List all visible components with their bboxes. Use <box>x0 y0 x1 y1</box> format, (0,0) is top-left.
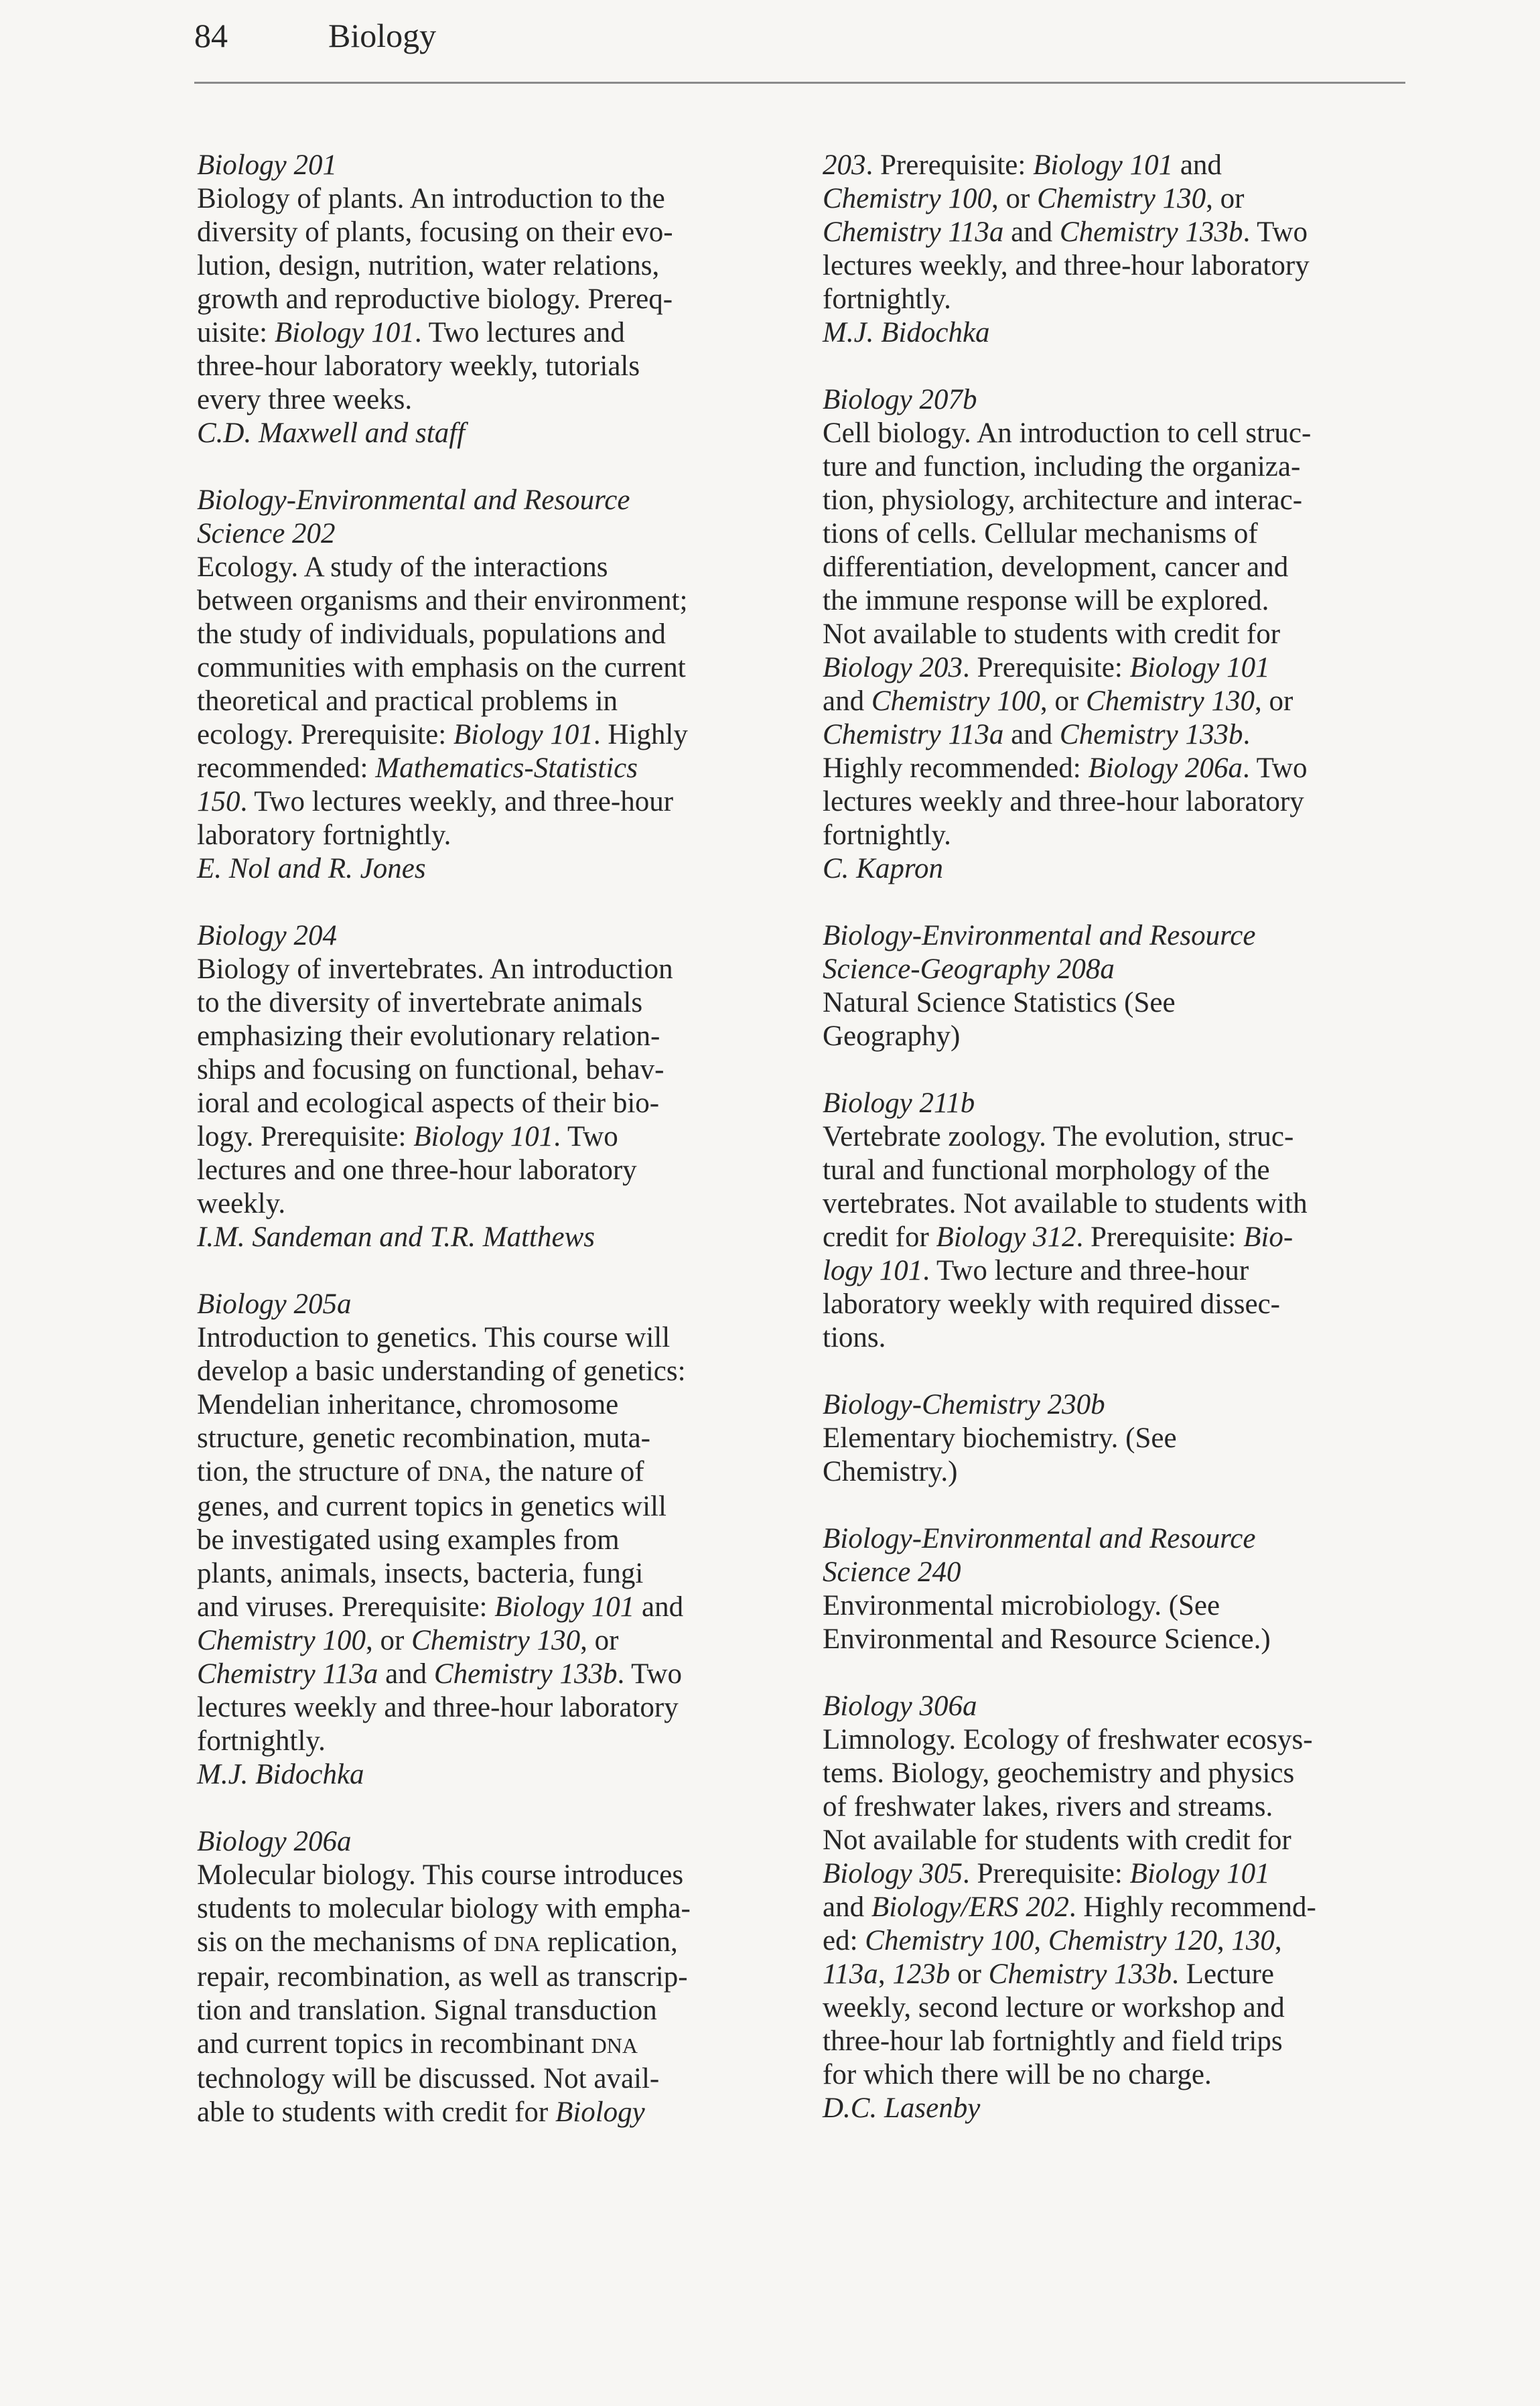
course-description-line: to the diversity of invertebrate animals <box>197 987 643 1018</box>
course-description-line: tems. Biology, geochemistry and physics <box>823 1757 1295 1789</box>
course-description-line: sis on the mechanisms of DNA replication, <box>197 1926 678 1958</box>
course-description-line: every three weeks. <box>197 384 413 415</box>
course-description-line: Biology of invertebrates. An introduction <box>197 953 673 985</box>
course-description-line: growth and reproductive biology. Prereq- <box>197 283 673 315</box>
course-description-line: vertebrates. Not available to students with <box>823 1188 1308 1219</box>
course-title: Science 202 <box>197 518 336 549</box>
course-title: Biology-Chemistry 230b <box>823 1389 1105 1420</box>
course-description-line: Biology of plants. An introduction to the <box>197 183 665 214</box>
course-entry <box>823 1522 1412 1656</box>
course-description-line: theoretical and practical problems in <box>197 685 618 717</box>
course-description-line: tion, physiology, architecture and interac- <box>823 484 1303 516</box>
course-entry <box>823 149 1412 350</box>
course-description-line: structure, genetic recombination, muta- <box>197 1422 650 1454</box>
course-description-line: lution, design, nutrition, water relations, <box>197 250 660 281</box>
course-entry <box>823 1388 1412 1489</box>
right-column <box>823 149 1412 2159</box>
course-description-line: three-hour laboratory weekly, tutorials <box>197 350 640 382</box>
course-description-line: plants, animals, insects, bacteria, fungi <box>197 1558 644 1589</box>
course-description-line: fortnightly. <box>197 1725 326 1757</box>
course-description-line: Chemistry 113a and Chemistry 133b. Two <box>197 1658 682 1690</box>
course-instructors: C. Kapron <box>823 853 943 884</box>
course-description-line: ture and function, including the organiza- <box>823 451 1301 482</box>
course-description-line: weekly, second lecture or workshop and <box>823 1992 1285 2023</box>
course-description-line: between organisms and their environment; <box>197 585 688 616</box>
course-description-line: tural and functional morphology of the <box>823 1154 1270 1186</box>
course-description-line: fortnightly. <box>823 819 951 851</box>
course-description-line: recommended: Mathematics-Statistics <box>197 752 638 784</box>
course-title: Biology 206a <box>197 1826 352 1857</box>
course-title: Science 240 <box>823 1556 961 1588</box>
course-description-line: ships and focusing on functional, behav- <box>197 1054 664 1085</box>
header-rule <box>194 82 1405 84</box>
course-description-line: be investigated using examples from <box>197 1524 620 1556</box>
course-description-line: Ecology. A study of the interactions <box>197 551 608 583</box>
course-description-line: communities with emphasis on the current <box>197 652 686 683</box>
course-instructors: M.J. Bidochka <box>823 317 990 348</box>
course-description-line: Limnology. Ecology of freshwater ecosys- <box>823 1724 1313 1755</box>
course-entry <box>197 1288 800 1792</box>
course-description-line: and Biology/ERS 202. Highly recommend- <box>823 1891 1316 1923</box>
course-instructors: I.M. Sandeman and T.R. Matthews <box>197 1221 595 1253</box>
course-title: Biology 207b <box>823 384 977 415</box>
course-description-line: tions. <box>823 1322 886 1353</box>
course-description-line: develop a basic understanding of genetics: <box>197 1355 686 1387</box>
course-entry <box>823 1690 1412 2125</box>
course-description-line: and current topics in recombinant DNA <box>197 2028 638 2060</box>
course-entry <box>823 383 1412 886</box>
course-instructors: E. Nol and R. Jones <box>197 853 426 884</box>
course-title: Biology 201 <box>197 149 337 181</box>
course-description-line: Chemistry 113a and Chemistry 133b. Two <box>823 216 1308 248</box>
course-description-line: laboratory weekly with required dissec- <box>823 1288 1280 1320</box>
course-description-line: ecology. Prerequisite: Biology 101. Highly <box>197 719 688 750</box>
course-description-line: lectures and one three-hour laboratory <box>197 1154 637 1186</box>
course-description-line: for which there will be no charge. <box>823 2059 1212 2090</box>
course-description-line: 150. Two lectures weekly, and three-hour <box>197 786 674 817</box>
course-instructors: M.J. Bidochka <box>197 1759 364 1790</box>
course-description-line: genes, and current topics in genetics will <box>197 1491 667 1522</box>
course-description-line: technology will be discussed. Not avail- <box>197 2063 660 2094</box>
course-description-line: Introduction to genetics. This course will <box>197 1322 671 1353</box>
course-description-line: credit for Biology 312. Prerequisite: Bio- <box>823 1221 1293 1253</box>
course-description-line: ed: Chemistry 100, Chemistry 120, 130, <box>823 1925 1282 1956</box>
course-title: Biology-Environmental and Resource <box>823 920 1256 951</box>
left-column <box>197 149 800 2163</box>
course-description-line: Molecular biology. This course introduces <box>197 1859 684 1891</box>
course-description-line: Chemistry.) <box>823 1456 958 1487</box>
course-description-line: Geography) <box>823 1020 961 1052</box>
course-description-line: fortnightly. <box>823 283 951 315</box>
course-description-line: tions of cells. Cellular mechanisms of <box>823 518 1258 549</box>
course-description-line: ioral and ecological aspects of their bio- <box>197 1087 660 1119</box>
course-description-line: tion and translation. Signal transduction <box>197 1995 657 2026</box>
course-title: Biology 306a <box>823 1690 977 1722</box>
course-title: Biology-Environmental and Resource <box>197 484 630 516</box>
course-description-line: three-hour lab fortnightly and field trips <box>823 2025 1283 2057</box>
course-description-line: lectures weekly, and three-hour laboratory <box>823 250 1310 281</box>
course-description-line: diversity of plants, focusing on their evo- <box>197 216 673 248</box>
course-description-line: lectures weekly and three-hour laboratory <box>197 1692 679 1723</box>
course-title: Biology 204 <box>197 920 337 951</box>
course-description-line: logy 101. Two lecture and three-hour <box>823 1255 1249 1286</box>
course-description-line: and viruses. Prerequisite: Biology 101 and <box>197 1591 684 1623</box>
course-description-line: Not available for students with credit for <box>823 1824 1291 1856</box>
course-description-line: students to molecular biology with empha- <box>197 1893 691 1924</box>
course-description-line: Natural Science Statistics (See <box>823 987 1176 1018</box>
course-description-line: able to students with credit for Biology <box>197 2096 645 2128</box>
course-description-line: emphasizing their evolutionary relation- <box>197 1020 660 1052</box>
course-description-line: laboratory fortnightly. <box>197 819 451 851</box>
course-title: Biology 211b <box>823 1087 975 1119</box>
course-title: Science-Geography 208a <box>823 953 1115 985</box>
course-description-line: Chemistry 100, or Chemistry 130, or <box>197 1625 619 1656</box>
course-description-line: weekly. <box>197 1188 286 1219</box>
course-description-line: the study of individuals, populations and <box>197 618 666 650</box>
course-description-line: 203. Prerequisite: Biology 101 and <box>823 149 1222 181</box>
course-description-line: Vertebrate zoology. The evolution, struc- <box>823 1121 1294 1152</box>
course-title: Biology 205a <box>197 1288 352 1320</box>
course-description-line: Chemistry 100, or Chemistry 130, or <box>823 183 1245 214</box>
course-title: Biology-Environmental and Resource <box>823 1523 1256 1554</box>
course-description-line: of freshwater lakes, rivers and streams. <box>823 1791 1273 1822</box>
course-entry <box>197 1825 800 2129</box>
course-description-line: Biology 305. Prerequisite: Biology 101 <box>823 1858 1270 1889</box>
course-entry <box>197 149 800 450</box>
course-instructors: D.C. Lasenby <box>823 2092 981 2124</box>
course-description-line: Cell biology. An introduction to cell struc- <box>823 417 1312 449</box>
course-description-line: and Chemistry 100, or Chemistry 130, or <box>823 685 1293 717</box>
course-description-line: uisite: Biology 101. Two lectures and <box>197 317 625 348</box>
course-description-line: Elementary biochemistry. (See <box>823 1422 1177 1454</box>
course-description-line: tion, the structure of DNA, the nature of <box>197 1456 644 1487</box>
course-entry <box>197 919 800 1254</box>
course-description-line: logy. Prerequisite: Biology 101. Two <box>197 1121 618 1152</box>
course-description-line: Highly recommended: Biology 206a. Two <box>823 752 1308 784</box>
course-description-line: lectures weekly and three-hour laboratory <box>823 786 1304 817</box>
course-description-line: repair, recombination, as well as transcrip- <box>197 1961 688 1993</box>
course-description-line: Biology 203. Prerequisite: Biology 101 <box>823 652 1270 683</box>
section-title: Biology <box>328 17 437 54</box>
course-instructors: C.D. Maxwell and staff <box>197 417 466 449</box>
course-description-line: the immune response will be explored. <box>823 585 1269 616</box>
course-description-line: differentiation, development, cancer and <box>823 551 1289 583</box>
course-description-line: 113a, 123b or Chemistry 133b. Lecture <box>823 1958 1274 1990</box>
course-entry <box>823 919 1412 1053</box>
page-number: 84 <box>194 17 228 54</box>
course-description-line: Environmental microbiology. (See <box>823 1590 1220 1621</box>
course-entry <box>197 484 800 886</box>
course-description-line: Not available to students with credit for <box>823 618 1281 650</box>
course-description-line: Mendelian inheritance, chromosome <box>197 1389 619 1420</box>
course-entry <box>823 1087 1412 1355</box>
course-description-line: Environmental and Resource Science.) <box>823 1623 1271 1655</box>
course-description-line: Chemistry 113a and Chemistry 133b. <box>823 719 1251 750</box>
